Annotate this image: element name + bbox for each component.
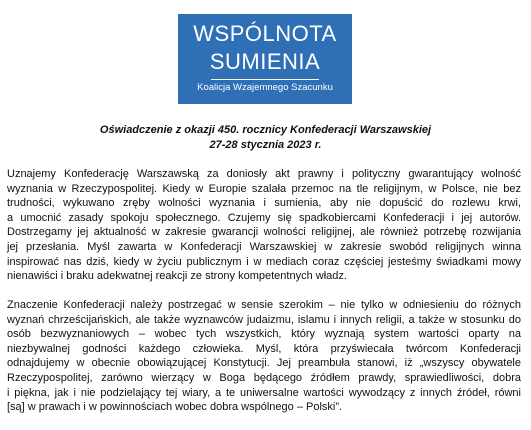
paragraph-1-line: jej przesłania. Myśl zawarta w Konfederacji Warszawskiej w zakresie swobód religijnych winna xyxy=(7,240,521,253)
paragraph-2-line: osób bezwyznaniowych – wobec tych wszystkich, który wyznają system wartości oparty na xyxy=(7,328,521,341)
paragraph-1-line: nienawiści i braku adekwatnej reakcji ze strony kompetentnych władz. xyxy=(7,270,347,283)
paragraph-2-line: odnajdujemy w obecnie obowiązującej Konstytucji. Jej preambuła stanowi, iż „wszyscy obywatele xyxy=(7,357,521,370)
logo-title-line1: WSPÓLNOTA xyxy=(193,21,337,46)
paragraph-2-line: wyznań chrześcijańskich, ale także wyznawców judaizmu, islamu i innych religii, a także w stosunku do xyxy=(7,313,521,326)
paragraph-1-line: wyznania w Rzeczypospolitej. Kiedy w Europie szalała przemoc na tle religijnym, w Polsce, nie bez xyxy=(7,182,521,195)
logo xyxy=(178,14,352,104)
paragraph-2-line: i piękna, jak i nie podzielający tej wiary, a te uniwersalne wartości wywodzący z innych źródeł, równi xyxy=(7,386,521,399)
logo-divider xyxy=(211,79,319,80)
paragraph-1-line: trudności, wykuwano zręby wolności wyznania i sumienia, aby nie dopuścić do rozlewu krwi, xyxy=(7,197,521,210)
logo-title-line2: SUMIENIA xyxy=(209,49,321,74)
paragraph-1-line: Uznajemy Konfederację Warszawską za doniosły akt prawny i polityczny gwarantujący wolność xyxy=(7,168,521,180)
paragraph-2-line: [są] w prawach i w powinnościach wobec dobra wspólnego – Polski”. xyxy=(7,401,343,414)
statement-date: 27-28 stycznia 2023 r. xyxy=(209,139,322,151)
paragraph-2 xyxy=(7,298,521,415)
paragraph-1-line: inspirować nas dziś, kiedy w życiu publicznym i w mediach coraz częściej jesteśmy świadkami mowy xyxy=(7,255,521,268)
paragraph-1-line: Dostrzegamy jej aktualność w zakresie gwarancji wolności religijnej, ale również potrzebę rozwijania xyxy=(7,226,521,239)
statement-title: Oświadczenie z okazji 450. rocznicy Konfederacji Warszawskiej xyxy=(99,124,432,136)
paragraph-1 xyxy=(7,167,521,284)
paragraph-2-line: niezbywalnej godności każdego człowieka. Myśl, która przyświecała twórcom Konfederacji xyxy=(7,342,521,355)
paragraph-2-line: Rzeczypospolitej, zarówno wierzący w Boga będącego źródłem prawdy, sprawiedliwości, dobra xyxy=(7,371,521,384)
paragraph-2-line: Znaczenie Konfederacji należy postrzegać w sensie szerokim – nie tylko w odniesieniu do różnych xyxy=(7,299,521,311)
logo-subtitle: Koalicja Wzajemnego Szacunku xyxy=(197,82,333,93)
paragraph-1-line: a umocnić zasady spokoju społecznego. Czujemy się spadkobiercami Konfederacji i jej autorów. xyxy=(7,211,521,224)
